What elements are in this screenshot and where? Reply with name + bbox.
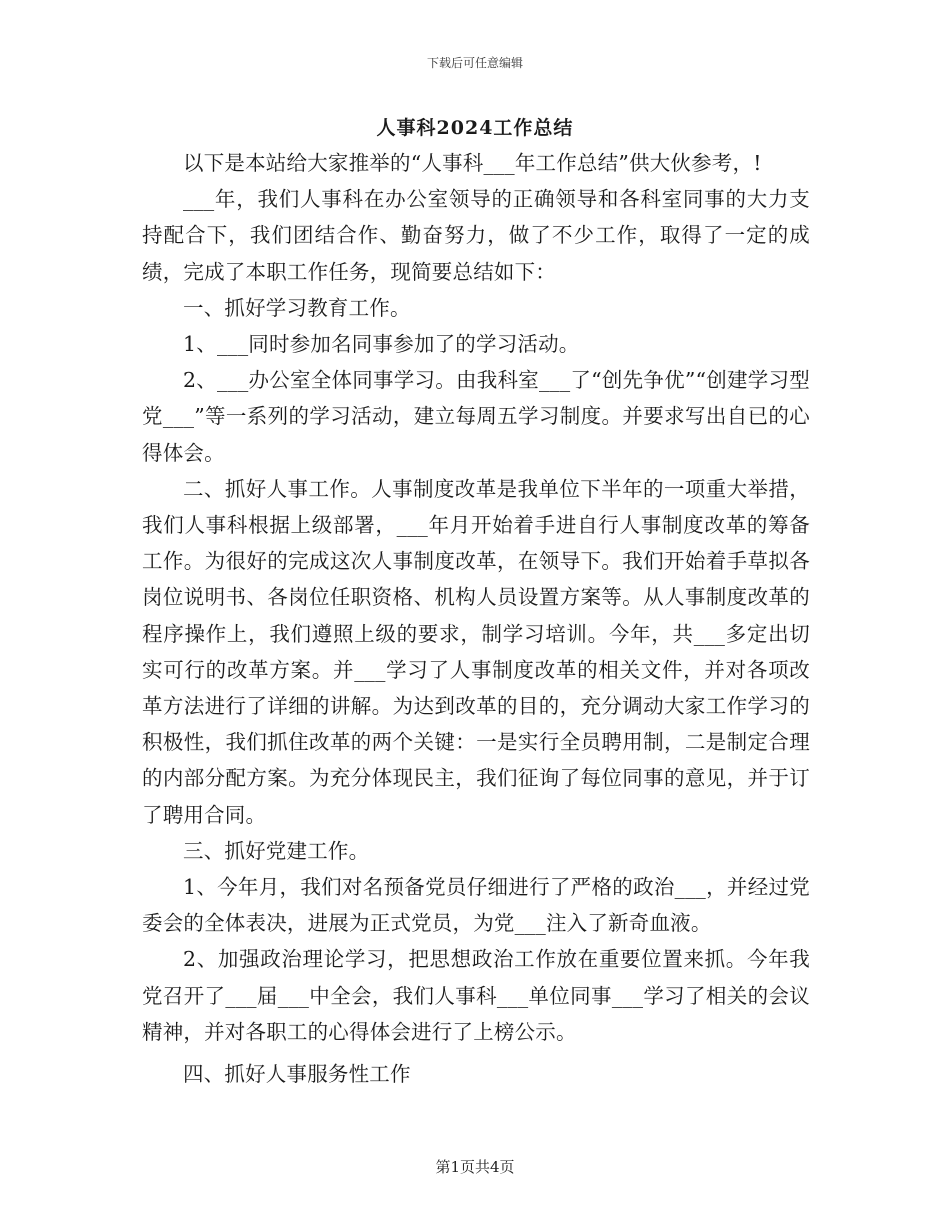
document-body [142, 145, 810, 1092]
section-heading-study: 一、抓好学习教育工作。 [183, 295, 411, 320]
paragraph-intro: 以下是本站给大家推举的“人事科___年工作总结”供大伙参考，! [183, 151, 762, 175]
paragraph-study-item-1: 1、___同时参加名同事参加了的学习活动。 [183, 332, 580, 357]
paragraph-personnel-work: 二、抓好人事工作。人事制度改革是我单位下半年的一项重大举措，我们人事科根据上级部署，___年月开始着手进自行人事制度改革的筹备工作。为很好的完成这次人事制度改革，在领导下。我们开始着手草拟各岗位说明书、各岗位任职资格、机构人员设置方案等。从人事制度改革的程序操作上，我们遵照上级的要求，制学习培训。今年，共___多定出切实可行的改革方案。并___学习了人事制度改革的相关文件，并对各项改革方法进行了详细的讲解。为达到改革的目的，充分调动大家工作学习的积极性，我们抓住改革的两个关键：一是实行全员聘用制，二是制定合理的内部分配方案。为充分体现民主，我们征询了每位同事的意见，并于订了聘用合同。 [142, 476, 810, 827]
header-note: 下载后可任意编辑 [426, 56, 523, 70]
paragraph-study-item-2: 2、___办公室全体同事学习。由我科室___了“创先争优”“创建学习型党___”等一系列的学习活动，建立每周五学习制度。并要求写出自已的心得体会。 [142, 368, 810, 465]
paragraph-party-item-2: 2、加强政治理论学习，把思想政治工作放在重要位置来抓。今年我党召开了___届___中全会，我们人事科___单位同事___学习了相关的会议精神，并对各职工的心得体会进行了上榜公示。 [142, 947, 810, 1044]
page-footer: 第1页共4页 [435, 1158, 515, 1176]
document-title: 人事科2024工作总结 [376, 117, 574, 139]
paragraph-overview: ___年，我们人事科在办公室领导的正确领导和各科室同事的大力支持配合下，我们团结合作、勤奋努力，做了不少工作，取得了一定的成绩，完成了本职工作任务，现简要总结如下： [142, 187, 810, 284]
section-heading-party: 三、抓好党建工作。 [183, 838, 370, 863]
paragraph-party-item-1: 1、今年月，我们对名预备党员仔细进行了严格的政治___，并经过党委会的全体表决，进展为正式党员，为党___注入了新奇血液。 [142, 875, 810, 936]
section-heading-service: 四、抓好人事服务性工作 [183, 1062, 411, 1087]
